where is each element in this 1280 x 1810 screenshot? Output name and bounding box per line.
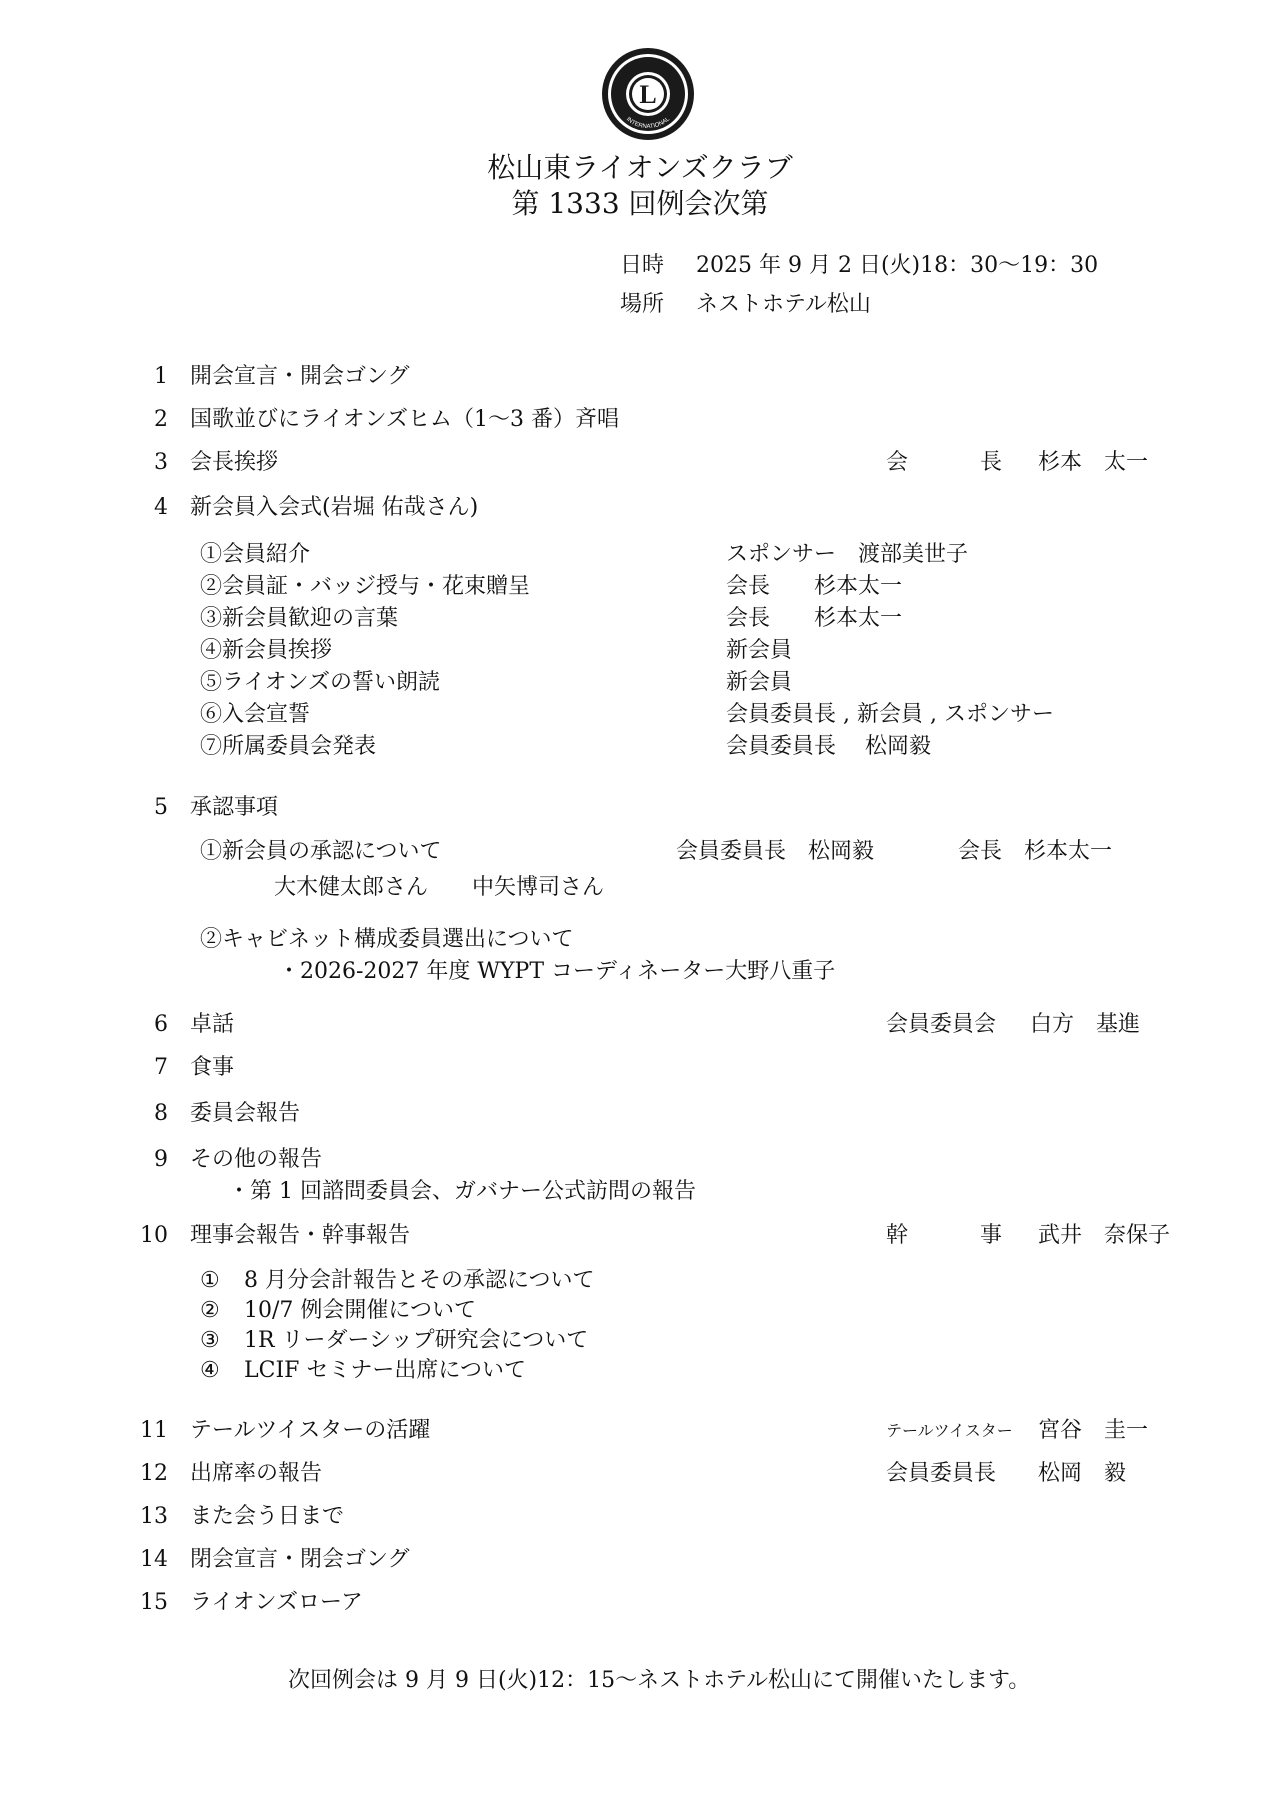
sub-item-who: 会員委員長 松岡毅 xyxy=(726,734,931,759)
item-text: また会う日まで xyxy=(190,1504,345,1529)
sub-item-label: ①新会員の承認について xyxy=(200,839,442,864)
place-value: ネストホテル松山 xyxy=(696,292,871,317)
item-number: 10 xyxy=(140,1223,168,1248)
sub-item-names: 大木健太郎さん 中矢博司さん xyxy=(274,875,605,900)
item-role: 幹 xyxy=(886,1223,909,1248)
item-text: 開会宣言・開会ゴング xyxy=(190,364,410,389)
datetime-label: 日時 xyxy=(620,253,665,278)
place-label: 場所 xyxy=(620,292,665,317)
item-person: 武井 奈保子 xyxy=(1038,1223,1171,1248)
item-text: 国歌並びにライオンズヒム（1～3 番）斉唱 xyxy=(190,407,620,432)
item-person: 宮谷 圭一 xyxy=(1038,1418,1149,1443)
item-text: その他の報告 xyxy=(190,1147,323,1172)
item-role: 会 xyxy=(886,450,909,475)
item-person: 杉本 太一 xyxy=(1038,450,1149,475)
sub-item-who: 会長 杉本太一 xyxy=(726,574,903,599)
item-number: 9 xyxy=(154,1147,168,1172)
sub-item-text: 8 月分会計報告とその承認について xyxy=(244,1268,595,1293)
item-text: 閉会宣言・閉会ゴング xyxy=(190,1547,410,1572)
logo-bottom-text: INTERNATIONAL xyxy=(624,116,672,131)
lions-logo xyxy=(600,46,696,142)
item-number: 4 xyxy=(154,495,168,520)
item-number: 7 xyxy=(154,1055,168,1080)
item-number: 14 xyxy=(140,1547,168,1572)
item-role: 会員委員会 xyxy=(886,1012,997,1037)
sub-item-who: 会長 杉本太一 xyxy=(726,606,903,631)
item-text: 卓話 xyxy=(190,1012,235,1037)
item-number: 12 xyxy=(140,1461,168,1486)
logo-center-letter: L xyxy=(639,80,657,109)
item-role: 事 xyxy=(980,1223,1003,1248)
item-text: 食事 xyxy=(190,1055,235,1080)
meeting-title: 第 1333 回例会次第 xyxy=(511,187,769,220)
item-number: 15 xyxy=(140,1590,168,1615)
sub-item-detail: ・第 1 回諮問委員会、ガバナー公式訪問の報告 xyxy=(228,1179,696,1204)
item-text: 新会員入会式(岩堀 佑哉さん) xyxy=(190,495,479,520)
logo-top-text xyxy=(600,46,634,49)
sub-item-label: ④新会員挨拶 xyxy=(200,638,333,663)
item-number: 5 xyxy=(154,795,168,820)
item-number: 3 xyxy=(154,450,168,475)
sub-item-text: 1R リーダーシップ研究会について xyxy=(244,1328,589,1353)
item-text: 理事会報告・幹事報告 xyxy=(190,1223,411,1248)
sub-item-label: ①会員紹介 xyxy=(200,542,311,567)
sub-item-label: ③新会員歓迎の言葉 xyxy=(200,606,399,631)
sub-item-label: ②会員証・バッジ授与・花束贈呈 xyxy=(200,574,531,599)
sub-item-who: スポンサー 渡部美世子 xyxy=(726,542,969,567)
item-number: 2 xyxy=(154,407,168,432)
item-role: 長 xyxy=(980,450,1003,475)
sub-item-who: 会員委員長 , 新会員 , スポンサー xyxy=(726,702,1054,727)
sub-item-label: ⑥入会宣誓 xyxy=(200,702,311,727)
item-text: ライオンズローア xyxy=(190,1590,363,1615)
sub-item-detail: ・2026-2027 年度 WYPT コーディネーター大野八重子 xyxy=(278,959,836,984)
item-number: 11 xyxy=(140,1418,168,1443)
sub-item-label: ⑤ライオンズの誓い朗読 xyxy=(200,670,441,695)
item-text: 出席率の報告 xyxy=(190,1461,323,1486)
item-number: 6 xyxy=(154,1012,168,1037)
sub-item-mark: ① xyxy=(200,1268,220,1293)
next-meeting-notice: 次回例会は 9 月 9 日(火)12：15～ネストホテル松山にて開催いたします。 xyxy=(288,1668,1031,1693)
item-text: 会長挨拶 xyxy=(190,450,279,475)
item-person: 松岡 毅 xyxy=(1038,1461,1127,1486)
sub-item-who: 新会員 xyxy=(726,670,793,695)
item-text: 委員会報告 xyxy=(190,1101,301,1126)
sub-item-mark: ② xyxy=(200,1298,220,1323)
item-role: テールツイスター xyxy=(886,1421,1013,1440)
sub-item-proposer: 会員委員長 松岡毅 xyxy=(676,839,875,864)
sub-item-label: ②キャビネット構成委員選出について xyxy=(200,927,574,952)
item-number: 1 xyxy=(154,364,168,389)
item-text: テールツイスターの活躍 xyxy=(190,1418,431,1443)
sub-item-mark: ④ xyxy=(200,1358,220,1383)
item-role: 会員委員長 xyxy=(886,1461,997,1486)
item-text: 承認事項 xyxy=(190,795,279,820)
sub-item-text: 10/7 例会開催について xyxy=(244,1298,476,1323)
datetime-value: 2025 年 9 月 2 日(火)18：30～19：30 xyxy=(696,253,1099,278)
sub-item-who: 新会員 xyxy=(726,638,793,663)
sub-item-president: 会長 杉本太一 xyxy=(958,839,1113,864)
item-number: 8 xyxy=(154,1101,168,1126)
sub-item-label: ⑦所属委員会発表 xyxy=(200,734,377,759)
sub-item-text: LCIF セミナー出席について xyxy=(244,1358,526,1383)
club-name: 松山東ライオンズクラブ xyxy=(487,151,793,184)
item-number: 13 xyxy=(140,1504,168,1529)
sub-item-mark: ③ xyxy=(200,1328,220,1353)
item-person: 白方 基進 xyxy=(1030,1012,1141,1037)
